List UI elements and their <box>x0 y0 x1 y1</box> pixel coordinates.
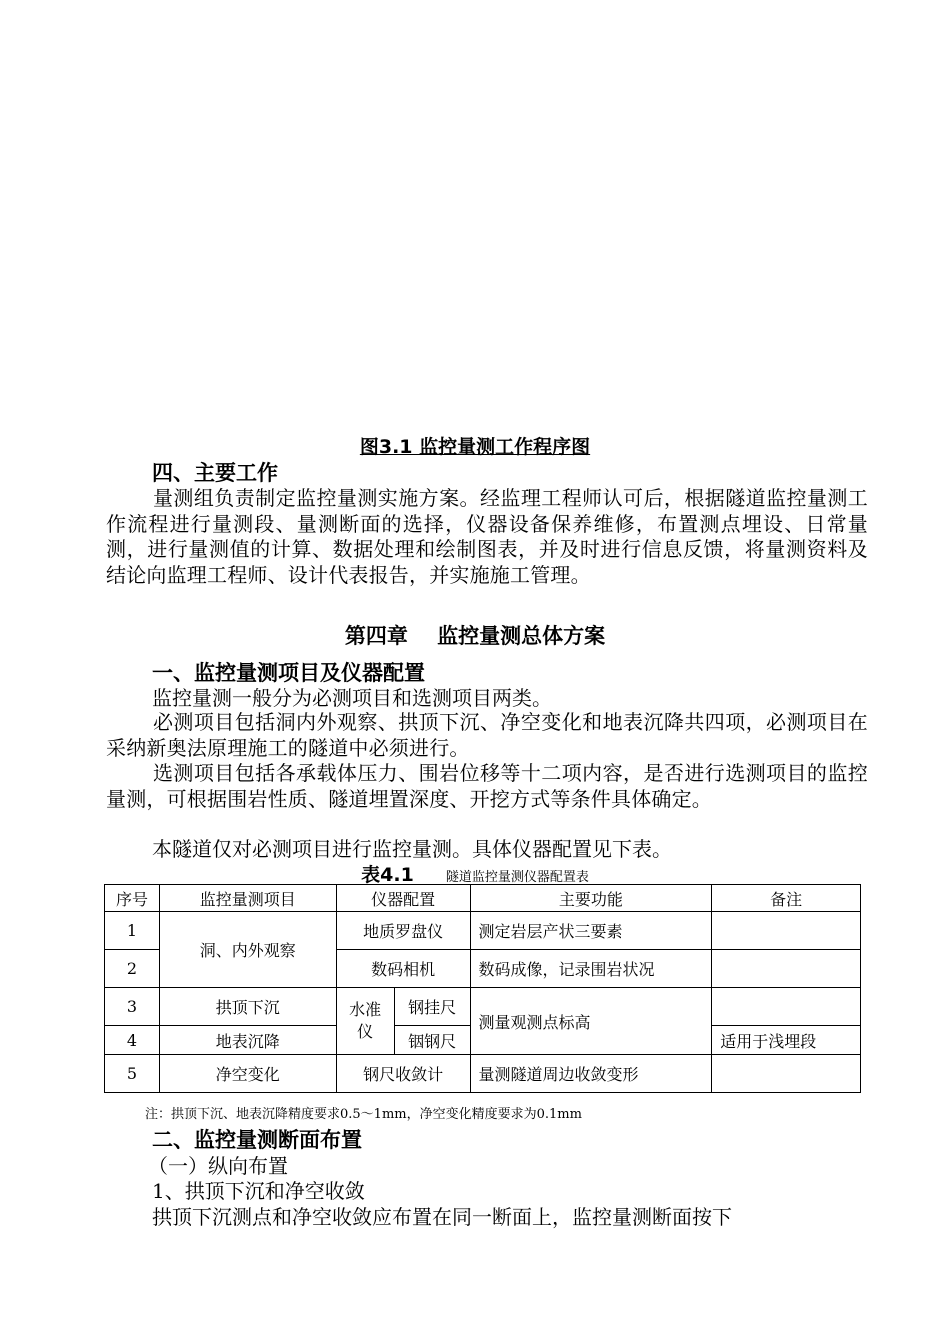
header-cell: 监控量测项目 <box>159 885 336 912</box>
paragraph-crown-settlement: 拱顶下沉测点和净空收敛应布置在同一断面上，监控量测断面按下 <box>152 1205 732 1229</box>
table-row <box>105 1055 861 1093</box>
cell-instrument-group: 水准仪 <box>336 988 394 1055</box>
cell-function: 量测隧道周边收敛变形 <box>470 1055 712 1093</box>
cell-item: 洞、内外观察 <box>159 912 336 988</box>
section-heading-main-work: 四、主要工作 <box>152 461 278 485</box>
instrument-config-table <box>104 884 861 1093</box>
cell-remark <box>712 912 861 950</box>
header-cell: 仪器配置 <box>336 885 470 912</box>
paragraph-categories: 监控量测一般分为必测项目和选测项目两类。 <box>152 686 552 710</box>
table-header-row <box>105 885 861 912</box>
cell-function: 测量观测点标高 <box>470 988 712 1055</box>
cell-instrument: 钢尺收敛计 <box>336 1055 470 1093</box>
cell-no: 2 <box>105 950 160 988</box>
table-number: 表4.1 <box>361 864 414 886</box>
table-title: 隧道监控量测仪器配置表 <box>445 870 589 885</box>
paragraph-table-intro: 本隧道仅对必测项目进行监控量测。具体仪器配置见下表。 <box>152 837 672 861</box>
section-heading-items: 一、监控量测项目及仪器配置 <box>152 661 425 685</box>
cell-remark <box>712 950 861 988</box>
table-row <box>105 988 861 1026</box>
cell-function: 测定岩层产状三要素 <box>470 912 712 950</box>
header-cell: 主要功能 <box>470 885 712 912</box>
table-caption <box>0 860 950 887</box>
paragraph-required-items: 必测项目包括洞内外观察、拱顶下沉、净空变化和地表沉降共四项，必测项目在采纳新奥法原理施工的隧道中必须进行。 <box>106 710 868 760</box>
cell-instrument: 钢挂尺 <box>394 988 470 1026</box>
cell-no: 1 <box>105 912 160 950</box>
paragraph-main-work: 量测组负责制定监控量测实施方案。经监理工程师认可后，根据隧道监控量测工作流程进行量测段、量测断面的选择，仪器设备保养维修，布置测点埋设、日常量测，进行量测值的计算、数据处理和绘制图表，并及时进行信息反馈，将量测资料及结论向监理工程师、设计代表报告，并实施施工管理。 <box>106 486 868 587</box>
cell-item: 拱顶下沉 <box>159 988 336 1026</box>
table-row <box>105 912 861 950</box>
cell-function: 数码成像，记录围岩状况 <box>470 950 712 988</box>
cell-instrument: 地质罗盘仪 <box>336 912 470 950</box>
cell-no: 5 <box>105 1055 160 1093</box>
section-heading-layout: 二、监控量测断面布置 <box>152 1128 362 1152</box>
cell-remark <box>712 1055 861 1093</box>
cell-item: 净空变化 <box>159 1055 336 1093</box>
cell-remark: 适用于浅埋段 <box>712 1026 861 1055</box>
paragraph-optional-items: 选测项目包括各承载体压力、围岩位移等十二项内容，是否进行选测项目的监控量测，可根据围岩性质、隧道埋置深度、开挖方式等条件具体确定。 <box>106 761 868 811</box>
cell-remark <box>712 988 861 1026</box>
table-note: 注：拱顶下沉、地表沉降精度要求0.5～1mm，净空变化精度要求为0.1mm <box>145 1107 582 1122</box>
header-cell: 序号 <box>105 885 160 912</box>
cell-item: 地表沉降 <box>159 1026 336 1055</box>
figure-caption: 图3.1 监控量测工作程序图 <box>359 436 591 458</box>
cell-instrument: 铟钢尺 <box>394 1026 470 1055</box>
chapter-heading: 第四章 监控量测总体方案 <box>344 624 606 648</box>
subheading-crown-settlement: 1、拱顶下沉和净空收敛 <box>152 1179 365 1203</box>
subheading-longitudinal: （一）纵向布置 <box>148 1154 288 1178</box>
cell-instrument: 数码相机 <box>336 950 470 988</box>
header-cell: 备注 <box>712 885 861 912</box>
cell-no: 3 <box>105 988 160 1026</box>
cell-no: 4 <box>105 1026 160 1055</box>
